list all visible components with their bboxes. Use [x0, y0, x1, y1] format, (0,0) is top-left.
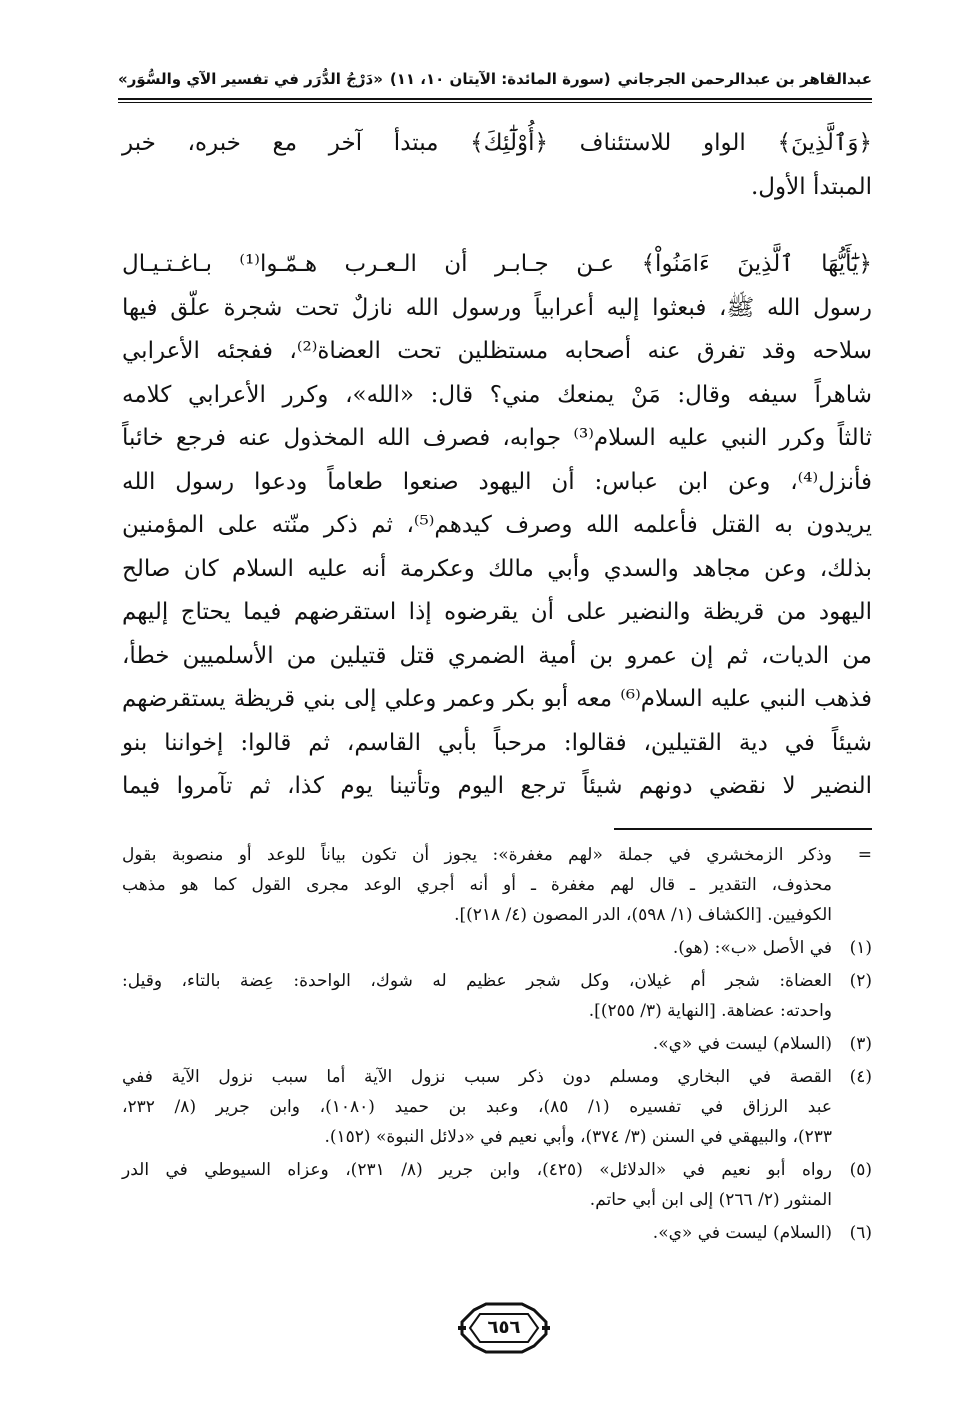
- paragraph-2: [122, 243, 872, 809]
- footnote-line: (السلام) ليست في «ي».: [652, 1034, 832, 1054]
- paragraph-1: [122, 122, 872, 209]
- text-line: النضير لا نقضي دونهم شيئاً ترجع اليوم وتأتينا يوم كذا، ثم تآمروا فيما: [122, 773, 872, 799]
- footnote-line: محذوف، التقدير ـ قال لهم مغفرة ـ أو أنه أجري الوعد مجرى القول كما هو مذهب: [122, 875, 832, 895]
- footnote-2: [122, 966, 872, 1026]
- footnote-mark: (٥): [849, 1160, 872, 1180]
- footnote-line: واحدته: عضاهة. [النهاية (٣/ ٢٥٥)].: [588, 1001, 832, 1021]
- header-rule: [118, 98, 872, 103]
- text-line: ثالثاً وكرر النبي عليه السلام⁽³⁾ جوابه، فصرف الله المخذول عنه فرجع خائباً: [122, 425, 872, 451]
- footnote-line: القصة في البخاري ومسلم دون ذكر سبب نزول الآية أما سبب نزول الآية ففي: [122, 1067, 832, 1087]
- text-line: فأنزل⁽⁴⁾، وعن ابن عباس: أن اليهود صنعوا طعاماً ودعوا رسول الله: [122, 468, 872, 495]
- footnote-line: ٢٣٣)، والبيهقي في السنن (٣/ ٣٧٤)، وأبي نعيم في «دلائل النبوة» (١٥٢).: [324, 1127, 832, 1147]
- header-surah: (سورة المائدة: الآيتان ١٠، ١١): [389, 70, 611, 88]
- text-line: يريدون به القتل فأعلمه الله وصرف كيدهم⁽⁵⁾، ثم ذكر منّته على المؤمنين: [122, 512, 872, 538]
- footnote-mark: (٤): [849, 1067, 872, 1087]
- header-author: عبدالقاهر بن عبدالرحمن الجرجاني: [617, 70, 872, 88]
- footnotes: [122, 840, 872, 1251]
- footnote-continuation: [122, 840, 872, 930]
- running-header: [118, 62, 872, 96]
- text-line: رسول الله ﷺ، فبعثوا إليه أعرابياً ورسول الله نازلٌ تحت شجرة علّق فيها: [122, 294, 872, 321]
- text-line: شاهراً سيفه وقال: مَنْ يمنعك مني؟ قال: «الله»، وكرر الأعرابي كلامه: [122, 381, 872, 408]
- footnote-line: وذكر الزمخشري في جملة «لهم مغفرة»: يجوز أن تكون بياناً للوعد أو منصوبة بقول: [122, 845, 832, 865]
- footnote-mark: (٣): [849, 1034, 872, 1054]
- footnote-4: [122, 1062, 872, 1152]
- header-book-title: «دَرْجُ الدُّرَر في تفسير الآي والسُّوَر»: [118, 70, 383, 88]
- footnote-line: رواه أبو نعيم في «الدلائل» (٤٢٥)، وابن جرير (٨/ ٢٣١)، وعزاه السيوطي في الدر: [122, 1160, 833, 1180]
- footnote-line: (السلام) ليست في «ي».: [652, 1223, 832, 1243]
- text-line: من الديات، ثم إن عمرو بن أمية الضمري قتل قتيلين من الأسلميين خطأ،: [122, 642, 872, 669]
- text-line: ﴿وَٱلَّذِينَ﴾ الواو للاستئناف ﴿أُوْلَٰٓئِكَ﴾ مبتدأ آخر مع خبره، خبر: [122, 130, 872, 156]
- text-line: شيئاً في دية القتيلين، فقالوا: مرحباً بأبي القاسم، ثم قالوا: إخواننا بنو: [122, 729, 872, 756]
- footnote-mark: =: [857, 845, 872, 865]
- footnote-5: [122, 1155, 872, 1215]
- footnote-line: عبد الرزاق في تفسيره (١/ ٨٥)، وعبد بن حميد (١٠٨٠)، وابن جرير (٨/ ٢٣٢،: [122, 1097, 832, 1117]
- text-line: بذلك، وعن مجاهد والسدي وأبي مالك وعكرمة أنه عليه السلام كان صالح: [122, 555, 872, 582]
- text-line: المبتدأ الأول.: [751, 173, 872, 200]
- footnote-3: [122, 1029, 872, 1059]
- footnote-mark: (١): [849, 938, 872, 958]
- text-line: سلاحه وقد تفرق عنه أصحابه مستظلين تحت العضاة⁽²⁾، ففجئه الأعرابي: [122, 338, 872, 364]
- text-line: فذهب النبي عليه السلام⁽⁶⁾ معه أبو بكر وعمر وعلي إلى بني قريظة يستقرضهم: [122, 686, 872, 712]
- footnote-1: [122, 933, 872, 963]
- footnote-line: العضاة: شجر أم غيلان، وكل شجر عظيم له شوك، الواحدة: عِضة بالتاء، وقيل:: [122, 971, 832, 991]
- page-number-ornament: [456, 1300, 552, 1356]
- text-line: اليهود من قريظة والنضير على أن يقرضوه إذا استقرضهم فيما يحتاج إليهم: [122, 599, 872, 625]
- text-line: ﴿يَٰٓأَيُّهَا ٱلَّذِينَ ءَامَنُواْ﴾ عـن جـابـر أن الـعـرب هـمّـوا⁽¹⁾ بـاغـتـيـال: [122, 251, 872, 277]
- footnote-line: المنثور (٢/ ٢٦٦) إلى ابن أبي حاتم.: [589, 1190, 832, 1210]
- footnote-mark: (٢): [849, 971, 872, 991]
- footnote-line: الكوفيين. [الكشاف (١/ ٥٩٨)، الدر المصون (٤/ ٢١٨)].: [454, 905, 832, 925]
- footnote-mark: (٦): [849, 1223, 872, 1243]
- page-number: ٦٥٦: [487, 1317, 521, 1338]
- main-text: [122, 122, 872, 809]
- footnote-6: [122, 1218, 872, 1248]
- footnote-line: في الأصل «ب»: (هو).: [672, 938, 832, 958]
- footnote-separator: [614, 828, 872, 830]
